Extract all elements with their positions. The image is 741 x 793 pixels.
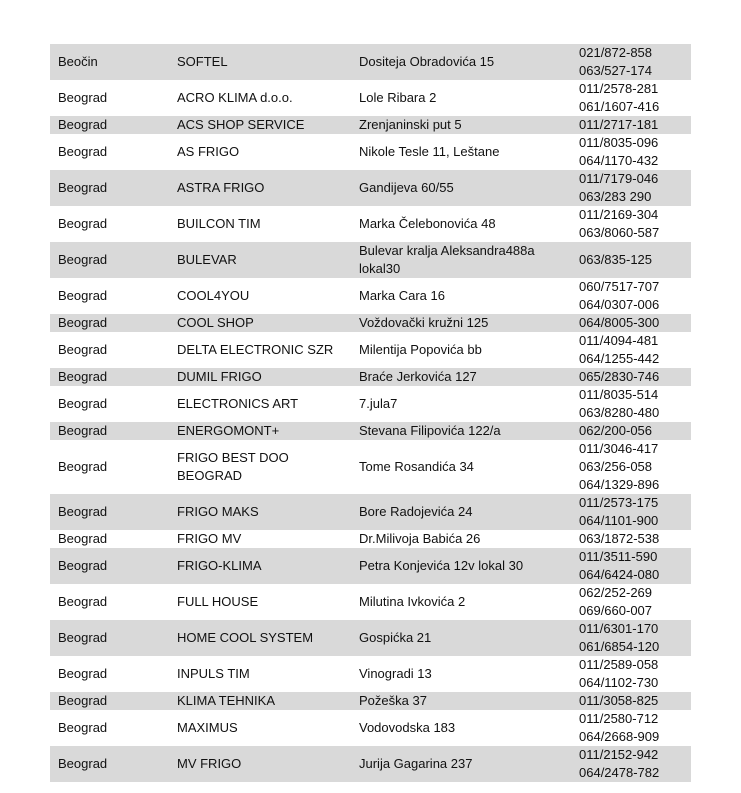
address-cell: Vinogradi 13 <box>359 666 432 681</box>
phone-cell: 062/252-269 069/660-007 <box>579 585 653 618</box>
address-cell: Požeška 37 <box>359 693 427 708</box>
address-cell: Gandijeva 60/55 <box>359 180 454 195</box>
city-cell: Beograd <box>58 369 108 384</box>
table-row <box>50 620 691 656</box>
company-name-cell: FRIGO MAKS <box>177 504 259 519</box>
city-cell: Beograd <box>58 756 108 771</box>
address-cell: Jurija Gagarina 237 <box>359 756 473 771</box>
city-cell: Beograd <box>58 594 108 609</box>
company-name-cell: ACS SHOP SERVICE <box>177 117 305 132</box>
table-row <box>50 314 691 332</box>
phone-cell: 011/4094-481 064/1255-442 <box>579 333 660 366</box>
company-name-cell: HOME COOL SYSTEM <box>177 630 314 645</box>
phone-cell: 011/6301-170 061/6854-120 <box>579 621 660 654</box>
table-row <box>50 584 691 620</box>
company-name-cell: COOL4YOU <box>177 288 250 303</box>
phone-cell: 011/7179-046 063/283 290 <box>579 171 659 204</box>
table-row <box>50 530 691 548</box>
city-cell: Beograd <box>58 531 108 546</box>
company-name-cell: MV FRIGO <box>177 756 242 771</box>
phone-cell: 011/2578-281 061/1607-416 <box>579 81 660 114</box>
table-row <box>50 692 691 710</box>
service-table <box>50 44 691 782</box>
address-cell: Marka Čelebonovića 48 <box>359 216 496 231</box>
address-cell: Tome Rosandića 34 <box>359 459 474 474</box>
table-row <box>50 134 691 170</box>
company-name-cell: FRIGO MV <box>177 531 242 546</box>
table-row <box>50 494 691 530</box>
address-cell: Gospićka 21 <box>359 630 432 645</box>
phone-cell: 021/872-858 063/527-174 <box>579 45 653 78</box>
address-cell: Bulevar kralja Aleksandra488a lokal30 <box>359 243 535 276</box>
city-cell: Beograd <box>58 693 108 708</box>
city-cell: Beograd <box>58 558 108 573</box>
table-row <box>50 80 691 116</box>
company-name-cell: BUILCON TIM <box>177 216 261 231</box>
table-row <box>50 332 691 368</box>
phone-cell: 011/2717-181 <box>579 117 659 132</box>
phone-cell: 065/2830-746 <box>579 369 660 384</box>
address-cell: Voždovački kružni 125 <box>359 315 489 330</box>
city-cell: Beograd <box>58 144 108 159</box>
company-name-cell: ASTRA FRIGO <box>177 180 265 195</box>
city-cell: Beograd <box>58 288 108 303</box>
city-cell: Beograd <box>58 423 108 438</box>
company-name-cell: DELTA ELECTRONIC SZR <box>177 342 334 357</box>
address-cell: Braće Jerkovića 127 <box>359 369 477 384</box>
table-row <box>50 656 691 692</box>
address-cell: Milentija Popovića bb <box>359 342 482 357</box>
company-name-cell: KLIMA TEHNIKA <box>177 693 276 708</box>
company-name-cell: DUMIL FRIGO <box>177 369 262 384</box>
phone-cell: 064/8005-300 <box>579 315 660 330</box>
table-row <box>50 386 691 422</box>
address-cell: Milutina Ivkovića 2 <box>359 594 466 609</box>
address-cell: Bore Radojevića 24 <box>359 504 473 519</box>
company-name-cell: COOL SHOP <box>177 315 254 330</box>
table-row <box>50 422 691 440</box>
city-cell: Beograd <box>58 504 108 519</box>
company-name-cell: INPULS TIM <box>177 666 250 681</box>
phone-cell: 011/2589-058 064/1102-730 <box>579 657 659 690</box>
city-cell: Beograd <box>58 117 108 132</box>
company-name-cell: ACRO KLIMA d.o.o. <box>177 90 293 105</box>
city-cell: Beočin <box>58 54 98 69</box>
table-row <box>50 746 691 782</box>
table-row <box>50 116 691 134</box>
company-name-cell: ELECTRONICS ART <box>177 396 299 411</box>
address-cell: Dositeja Obradovića 15 <box>359 54 495 69</box>
table-row <box>50 278 691 314</box>
city-cell: Beograd <box>58 630 108 645</box>
company-name-cell: AS FRIGO <box>177 144 240 159</box>
city-cell: Beograd <box>58 90 108 105</box>
phone-cell: 063/835-125 <box>579 252 653 267</box>
address-cell: Nikole Tesle 11, Leštane <box>359 144 500 159</box>
company-name-cell: FRIGO-KLIMA <box>177 558 262 573</box>
company-name-cell: BULEVAR <box>177 252 237 267</box>
city-cell: Beograd <box>58 720 108 735</box>
city-cell: Beograd <box>58 216 108 231</box>
phone-cell: 011/3511-590 064/6424-080 <box>579 549 660 582</box>
table-row <box>50 440 691 494</box>
city-cell: Beograd <box>58 396 108 411</box>
company-name-cell: FRIGO BEST DOO BEOGRAD <box>177 450 289 483</box>
phone-cell: 011/2169-304 063/8060-587 <box>579 207 660 240</box>
company-name-cell: SOFTEL <box>177 54 228 69</box>
table-row <box>50 548 691 584</box>
company-name-cell: FULL HOUSE <box>177 594 259 609</box>
phone-cell: 011/8035-096 064/1170-432 <box>579 135 659 168</box>
table-row <box>50 206 691 242</box>
city-cell: Beograd <box>58 315 108 330</box>
company-name-cell: MAXIMUS <box>177 720 238 735</box>
city-cell: Beograd <box>58 180 108 195</box>
phone-cell: 011/2573-175 064/1101-900 <box>579 495 659 528</box>
city-cell: Beograd <box>58 342 108 357</box>
address-cell: Zrenjaninski put 5 <box>359 117 462 132</box>
table-row <box>50 242 691 278</box>
table-row <box>50 368 691 386</box>
phone-cell: 011/2580-712 064/2668-909 <box>579 711 660 744</box>
phone-cell: 011/2152-942 064/2478-782 <box>579 747 660 780</box>
city-cell: Beograd <box>58 459 108 474</box>
table-row <box>50 710 691 746</box>
address-cell: Marka Cara 16 <box>359 288 445 303</box>
phone-cell: 060/7517-707 064/0307-006 <box>579 279 660 312</box>
address-cell: 7.jula7 <box>359 396 398 411</box>
address-cell: Lole Ribara 2 <box>359 90 437 105</box>
address-cell: Petra Konjevića 12v lokal 30 <box>359 558 524 573</box>
address-cell: Vodovodska 183 <box>359 720 456 735</box>
phone-cell: 011/3046-417 063/256-058 064/1329-896 <box>579 441 660 492</box>
phone-cell: 011/8035-514 063/8280-480 <box>579 387 660 420</box>
address-cell: Stevana Filipovića 122/a <box>359 423 501 438</box>
phone-cell: 063/1872-538 <box>579 531 660 546</box>
table-row <box>50 170 691 206</box>
city-cell: Beograd <box>58 666 108 681</box>
company-name-cell: ENERGOMONT+ <box>177 423 280 438</box>
table-row <box>50 44 691 80</box>
phone-cell: 062/200-056 <box>579 423 653 438</box>
phone-cell: 011/3058-825 <box>579 693 659 708</box>
city-cell: Beograd <box>58 252 108 267</box>
address-cell: Dr.Milivoja Babića 26 <box>359 531 481 546</box>
